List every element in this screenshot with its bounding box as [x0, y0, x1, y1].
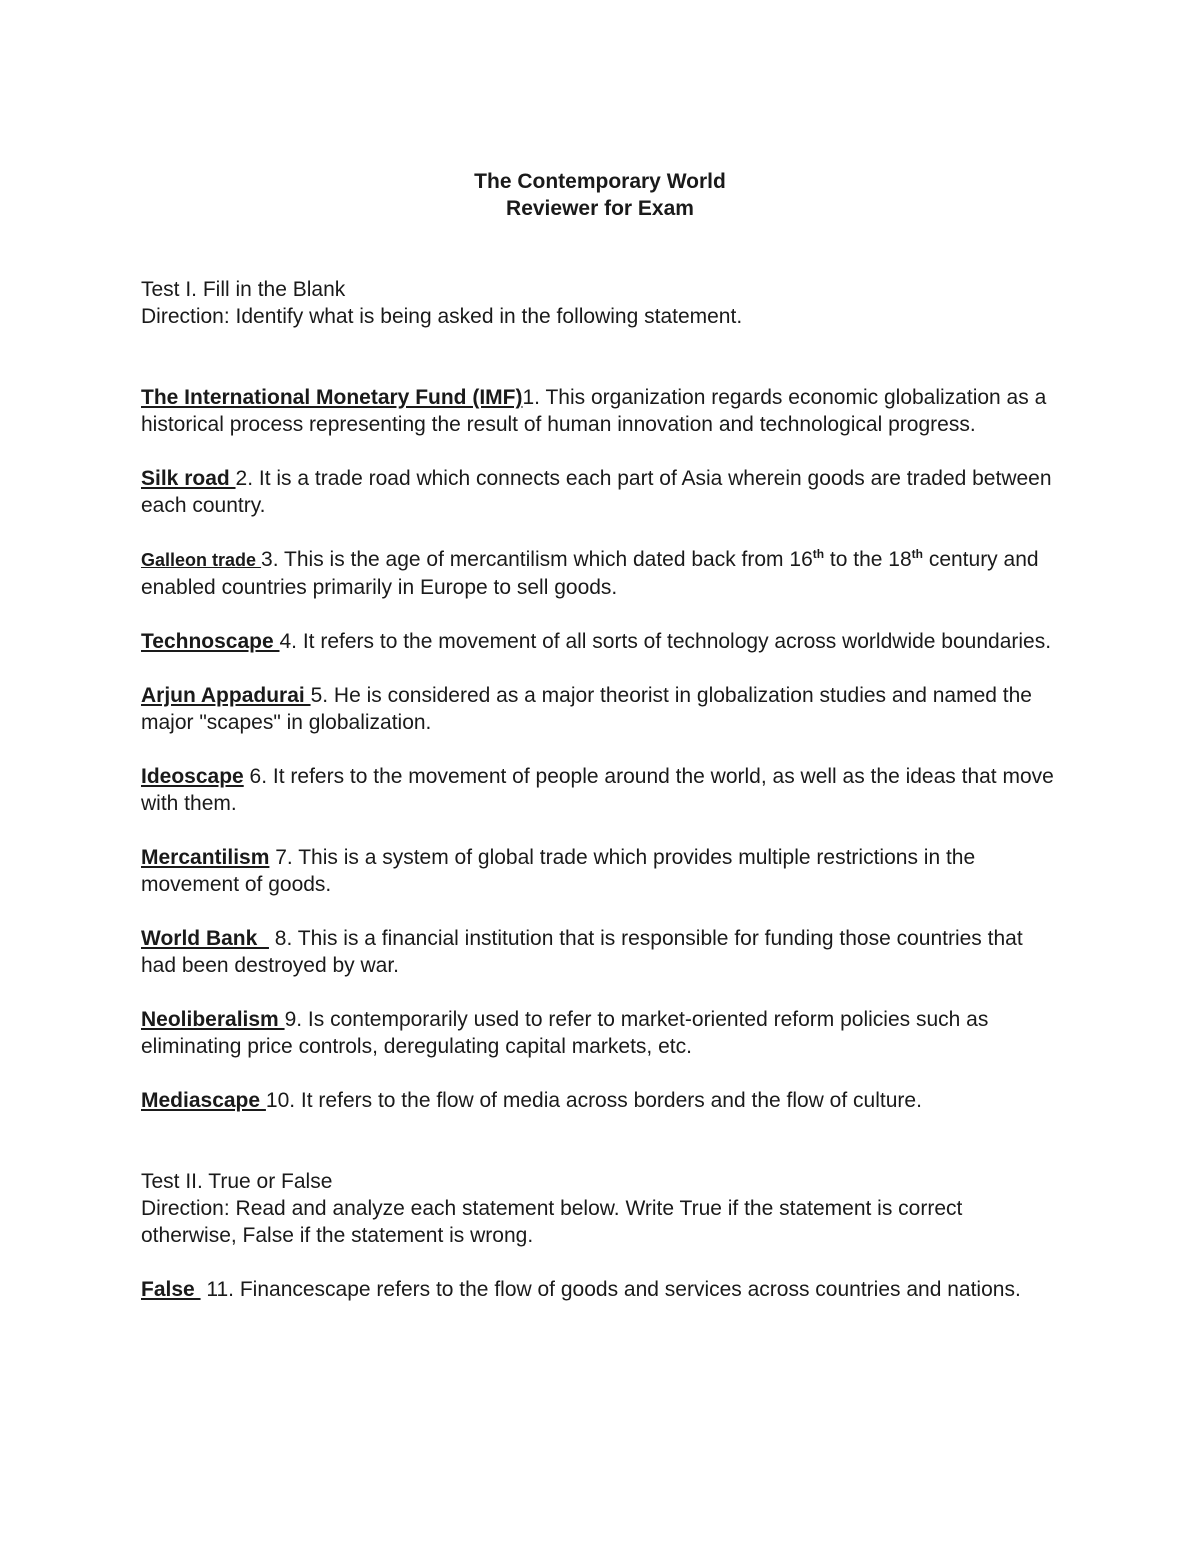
- test1-direction: Direction: Identify what is being asked in the following statement.: [141, 305, 743, 328]
- answer-6: Ideoscape: [141, 765, 244, 788]
- question-text-1: 1. This organization regards economic globalization as a historical process representing the result of human innovation and technological progress.: [141, 386, 1047, 436]
- question-text-5: 5. He is considered as a major theorist in globalization studies and named the major "scapes" in globalization.: [141, 684, 1032, 734]
- superscript-th-1: th: [812, 547, 825, 561]
- question-10: [141, 1087, 1061, 1114]
- answer-9: Neoliberalism: [141, 1008, 285, 1031]
- test2-heading: Test II. True or False: [141, 1170, 333, 1193]
- question-text-11: 11. Financescape refers to the flow of goods and services across countries and nations.: [200, 1278, 1021, 1301]
- test1-header: [141, 276, 1061, 330]
- answer-4: Technoscape: [141, 630, 280, 653]
- question-text-3c: century and enabled countries primarily in Europe to sell goods.: [141, 548, 1039, 599]
- question-text-10: 10. It refers to the flow of media across borders and the flow of culture.: [265, 1089, 922, 1112]
- test2-header: [141, 1168, 1061, 1249]
- question-text-3b: to the 18: [824, 548, 912, 571]
- question-8: [141, 925, 1061, 979]
- question-1: [141, 384, 1061, 438]
- answer-2: Silk road: [141, 467, 236, 490]
- answer-8: World Bank: [141, 927, 269, 950]
- question-6: [141, 763, 1061, 817]
- answer-10: Mediascape: [141, 1089, 266, 1112]
- answer-11: False: [141, 1278, 201, 1301]
- document-body: [141, 276, 1061, 1330]
- question-9: [141, 1006, 1061, 1060]
- document-title: The Contemporary World: [474, 170, 726, 193]
- answer-5: Arjun Appadurai: [141, 684, 311, 707]
- question-4: [141, 628, 1061, 655]
- answer-1: The International Monetary Fund (IMF): [141, 386, 523, 409]
- question-11: [141, 1276, 1061, 1303]
- question-3: [141, 546, 1061, 601]
- question-text-3a: 3. This is the age of mercantilism which dated back from 16: [261, 548, 813, 571]
- question-5: [141, 682, 1061, 736]
- question-2: [141, 465, 1061, 519]
- question-7: [141, 844, 1061, 898]
- test1-heading: Test I. Fill in the Blank: [141, 278, 346, 301]
- question-text-8: 8. This is a financial institution that is responsible for funding those countries that had been destroyed by war.: [141, 927, 1023, 977]
- question-text-4: 4. It refers to the movement of all sorts of technology across worldwide boundaries.: [279, 630, 1052, 653]
- superscript-th-2: th: [911, 547, 923, 561]
- test2-direction: Direction: Read and analyze each statement below. Write True if the statement is correct otherwise, False if the statement is wrong.: [141, 1197, 963, 1247]
- question-text-2: 2. It is a trade road which connects each part of Asia wherein goods are traded between each country.: [141, 467, 1052, 517]
- title-block: [0, 168, 1200, 222]
- answer-7: Mercantilism: [141, 846, 270, 869]
- document-subtitle: Reviewer for Exam: [506, 197, 694, 220]
- question-text-7: 7. This is a system of global trade which provides multiple restrictions in the movement of goods.: [141, 846, 976, 896]
- question-text-9: 9. Is contemporarily used to refer to market-oriented reform policies such as eliminating price controls, deregulating capital markets, etc.: [141, 1008, 989, 1058]
- answer-3: Galleon trade: [141, 550, 262, 570]
- question-text-6: 6. It refers to the movement of people around the world, as well as the ideas that move with them.: [141, 765, 1054, 815]
